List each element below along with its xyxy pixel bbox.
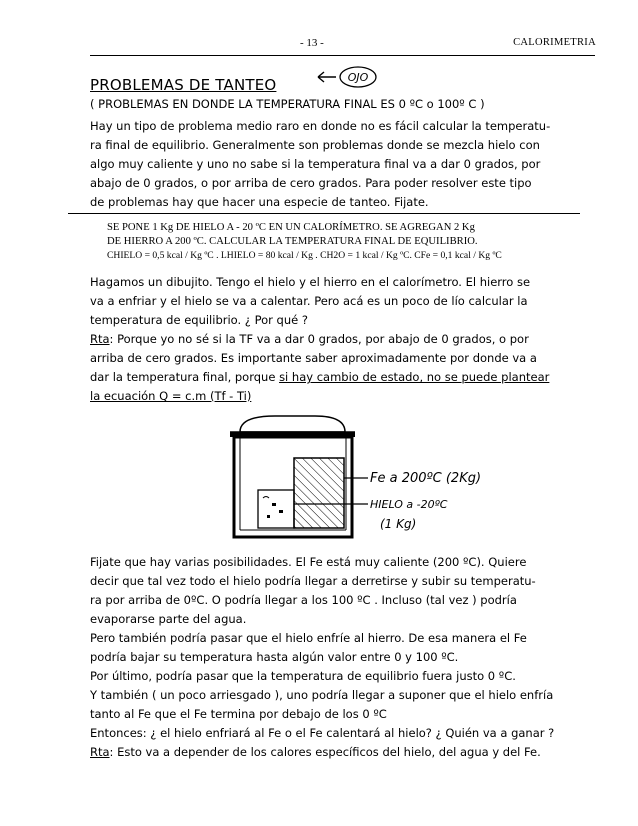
ojo-annotation-arrow-icon bbox=[316, 64, 380, 90]
header-rule bbox=[90, 55, 595, 56]
analysis-line: Y también ( un poco arriesgado ), uno podría llegar a suponer que el hielo enfría bbox=[90, 688, 554, 702]
problem-statement bbox=[107, 221, 577, 263]
discussion-line: Hagamos un dibujito. Tengo el hielo y el hierro en el calorímetro. El hierro se bbox=[90, 275, 531, 289]
discussion-paragraph bbox=[90, 273, 580, 406]
analysis-line: Fijate que hay varias posibilidades. El Fe está muy caliente (200 ºC). Quiere bbox=[90, 555, 527, 569]
statement-line: SE PONE 1 Kg DE HIELO A - 20 ºC EN UN CALORÍMETRO. SE AGREGAN 2 Kg bbox=[107, 222, 475, 233]
statement-line: DE HIERRO A 200 ºC. CALCULAR LA TEMPERATURA FINAL DE EQUILIBRIO. bbox=[107, 236, 478, 247]
analysis-line: podría bajar su temperatura hasta algún valor entre 0 y 100 ºC. bbox=[90, 650, 459, 664]
label-iron: Fe a 200ºC (2Kg) bbox=[370, 471, 482, 486]
discussion-line: dar la temperatura final, porque bbox=[90, 370, 280, 384]
calorimeter-lid-icon bbox=[240, 416, 345, 432]
rta-label: Rta bbox=[90, 332, 110, 346]
underlined-warning: si hay cambio de estado, no se puede plantear bbox=[279, 370, 550, 384]
running-title: CALORIMETRIA bbox=[513, 37, 596, 48]
final-answer-text: : Esto va a depender de los calores específicos del hielo, del agua y del Fe. bbox=[109, 745, 541, 759]
analysis-line: decir que tal vez todo el hielo podría llegar a derretirse y subir su temperatu- bbox=[90, 574, 536, 588]
discussion-line: arriba de cero grados. Es importante saber aproximadamente por donde va a bbox=[90, 351, 537, 365]
intro-line: abajo de 0 grados, o por arriba de cero grados. Para poder resolver este tipo bbox=[90, 176, 532, 190]
analysis-line: ra por arriba de 0ºC. O podría llegar a los 100 ºC . Incluso (tal vez ) podría bbox=[90, 593, 517, 607]
ojo-label: OJO bbox=[347, 71, 369, 84]
underlined-equation: la ecuación Q = c.m (Tf - Ti) bbox=[90, 389, 252, 403]
intro-line: algo muy caliente y uno no sabe si la temperatura final va a dar 0 grados, por bbox=[90, 157, 541, 171]
discussion-line: va a enfriar y el hielo se va a calentar. Pero acá es un poco de lío calcular la bbox=[90, 294, 528, 308]
label-ice-mass: (1 Kg) bbox=[380, 517, 417, 531]
section-rule bbox=[68, 213, 580, 214]
ice-block-icon bbox=[258, 490, 294, 528]
intro-paragraph bbox=[90, 117, 580, 212]
section-subtitle: ( PROBLEMAS EN DONDE LA TEMPERATURA FINAL ES 0 ºC o 100º C ) bbox=[90, 97, 485, 111]
intro-line: de problemas hay que hacer una especie de tanteo. Fijate. bbox=[90, 195, 429, 209]
statement-constants: CHIELO = 0,5 kcal / Kg ºC . LHIELO = 80 kcal / Kg . CH2O = 1 kcal / Kg ºC. CFe = 0,1 kcal / Kg ºC bbox=[107, 250, 502, 261]
section-title: PROBLEMAS DE TANTEO bbox=[90, 76, 277, 94]
final-answer-line bbox=[90, 743, 580, 762]
calorimeter-diagram bbox=[220, 410, 510, 540]
analysis-line: Por último, podría pasar que la temperatura de equilibrio fuera justo 0 ºC. bbox=[90, 669, 516, 683]
discussion-line: : Porque yo no sé si la TF va a dar 0 grados, por abajo de 0 grados, o por bbox=[109, 332, 529, 346]
intro-line: Hay un tipo de problema medio raro en donde no es fácil calcular la temperatu- bbox=[90, 119, 551, 133]
analysis-paragraph bbox=[90, 553, 580, 762]
discussion-line: temperatura de equilibrio. ¿ Por qué ? bbox=[90, 313, 308, 327]
iron-block-icon bbox=[294, 458, 344, 528]
analysis-line: Entonces: ¿ el hielo enfriará al Fe o el Fe calentará al hielo? ¿ Quién va a ganar ? bbox=[90, 726, 555, 740]
analysis-line: tanto al Fe que el Fe termina por debajo de los 0 ºC bbox=[90, 707, 387, 721]
analysis-line: evaporarse parte del agua. bbox=[90, 612, 247, 626]
rta-label: Rta bbox=[90, 745, 110, 759]
intro-line: ra final de equilibrio. Generalmente son problemas donde se mezcla hielo con bbox=[90, 138, 540, 152]
page-number: - 13 - bbox=[300, 37, 324, 49]
analysis-line: Pero también podría pasar que el hielo enfríe al hierro. De esa manera el Fe bbox=[90, 631, 527, 645]
label-ice: HIELO a -20ºC bbox=[370, 498, 448, 511]
